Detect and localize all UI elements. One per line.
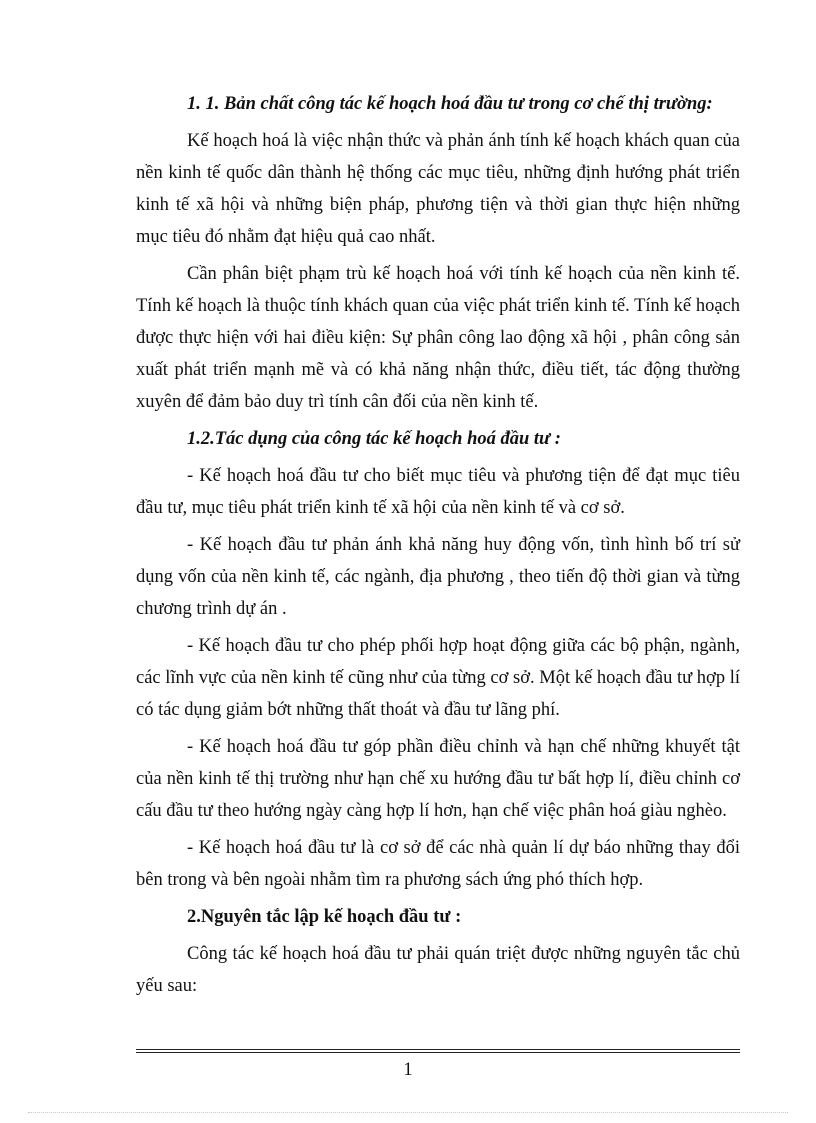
paragraph-distinction: Cần phân biệt phạm trù kế hoạch hoá với tính kế hoạch của nền kinh tế. Tính kế hoạch là thuộc tính khách quan của việc phát triển kinh tế. Tính kế hoạch được thực hiện với hai điều kiện: Sự phân công lao động xã hội , phân công sản xuất phát triển mạnh mẽ và có khả năng nhận thức, điều tiết, tác động thường xuyên để đảm bảo duy trì tính cân đối của nền kinh tế. (136, 264, 740, 412)
page-bottom-divider (28, 1112, 788, 1113)
bullet-item-3: - Kế hoạch đầu tư cho phép phối hợp hoạt động giữa các bộ phận, ngành, các lĩnh vực của nền kinh tế cũng như của từng cơ sở. Một kế hoạch đầu tư hợp lí có tác dụng giảm bớt những thất thoát và đầu tư lãng phí. (136, 636, 740, 720)
footer-rule-top (136, 1049, 740, 1050)
section-heading-1-1: 1. 1. Bản chất công tác kế hoạch hoá đầu tư trong cơ chế thị trường: (187, 94, 713, 114)
bullet-item-5: - Kế hoạch hoá đầu tư là cơ sở để các nhà quản lí dự báo những thay đổi bên trong và bên ngoài nhằm tìm ra phương sách ứng phó thích hợp. (136, 838, 740, 890)
bullet-item-4: - Kế hoạch hoá đầu tư góp phần điều chỉnh và hạn chế những khuyết tật của nền kinh tế thị trường như hạn chế xu hướng đầu tư bất hợp lí, điều chỉnh cơ cấu đầu tư theo hướng ngày càng hợp lí hơn, hạn chế việc phân hoá giàu nghèo. (136, 737, 740, 821)
paragraph-definition: Kế hoạch hoá là việc nhận thức và phản ánh tính kế hoạch khách quan của nền kinh tế quốc dân thành hệ thống các mục tiêu, những định hướng phát triển kinh tế xã hội và những biện pháp, phương tiện và thời gian thực hiện những mục tiêu đó nhằm đạt hiệu quả cao nhất. (136, 131, 740, 247)
section-heading-1-2: 1.2.Tác dụng của công tác kế hoạch hoá đầu tư : (187, 429, 561, 449)
footer-rule-bottom (136, 1052, 740, 1053)
bullet-item-1: - Kế hoạch hoá đầu tư cho biết mục tiêu và phương tiện để đạt mục tiêu đầu tư, mục tiêu phát triển kinh tế xã hội của nền kinh tế và cơ sở. (136, 466, 740, 518)
bullet-item-2: - Kế hoạch đầu tư phản ánh khả năng huy động vốn, tình hình bố trí sử dụng vốn của nền kinh tế, các ngành, địa phương , theo tiến độ thời gian và từng chương trình dự án . (136, 535, 740, 619)
page-number: 1 (403, 1060, 413, 1080)
section-heading-2: 2.Nguyên tắc lập kế hoạch đầu tư : (187, 907, 462, 927)
document-body (136, 88, 740, 1007)
paragraph-principles-intro: Công tác kế hoạch hoá đầu tư phải quán triệt được những nguyên tắc chủ yếu sau: (136, 944, 740, 996)
